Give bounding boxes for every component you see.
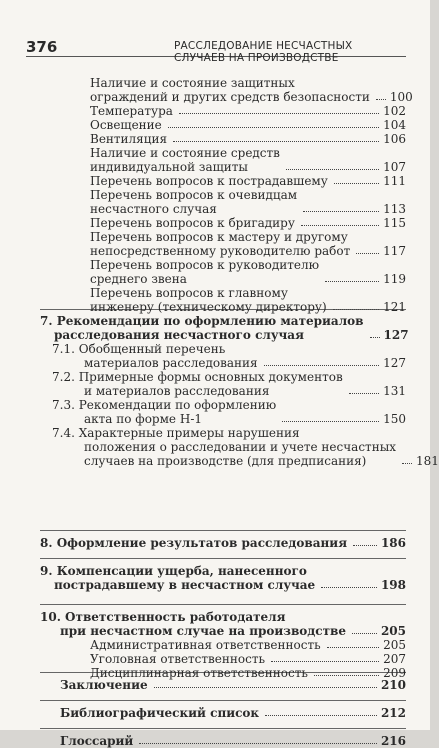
toc-entry	[90, 230, 406, 258]
toc-entry-line: пострадавшему в несчастном случае	[54, 578, 316, 592]
toc-entry-line: индивидуальной защиты	[90, 160, 248, 174]
toc-entry-line: непосредственному руководителю работ	[90, 244, 351, 258]
toc-page-number: 106	[383, 132, 406, 146]
toc-entry-title	[90, 118, 162, 132]
toc-entry-line: Перечень вопросов к очевидцам	[90, 188, 298, 202]
toc-entry-title	[60, 706, 259, 720]
toc-entry-line: среднего звена	[90, 272, 187, 286]
dot-leader	[321, 587, 377, 588]
toc-entry-line: Глоссарий	[60, 734, 134, 748]
toc-entry-line: инженеру (техническому директору)	[90, 300, 327, 314]
toc-entry-line: случаев на производстве (для предписания)	[84, 454, 367, 468]
toc-entry	[52, 370, 406, 398]
toc-entry-line: 8. Оформление результатов расследования	[40, 536, 348, 550]
toc-page-number: 181	[416, 454, 439, 468]
toc-entry	[40, 536, 406, 550]
toc-entry-line: 7.1. Обобщенный перечень	[52, 342, 226, 356]
toc-entry-line: Перечень вопросов к главному	[90, 286, 288, 300]
toc-entry-line: ограждений и других средств безопасности	[90, 90, 370, 104]
toc-entry-line: Вентиляция	[90, 132, 168, 146]
dot-leader	[334, 183, 379, 184]
toc-entry-title	[90, 652, 265, 666]
toc-entry-line: Наличие и состояние защитных	[90, 76, 295, 90]
toc-entry-title	[40, 564, 315, 592]
toc-page-number: 216	[380, 734, 406, 748]
toc-entry-line: Библиографический список	[60, 706, 260, 720]
toc-entry	[40, 314, 409, 342]
toc-page-number: 102	[383, 104, 406, 118]
toc-entry-line: Освещение	[90, 118, 162, 132]
toc-page-number: 104	[383, 118, 406, 132]
toc-entry	[60, 706, 406, 720]
toc-entry-line: материалов расследования	[84, 356, 258, 370]
dot-leader	[154, 687, 377, 688]
toc-page-number: 107	[383, 160, 406, 174]
toc-entry-title	[40, 610, 346, 638]
toc-entry-title	[60, 678, 148, 692]
toc-page-number: 205	[380, 624, 406, 638]
toc-page-number: 111	[383, 174, 406, 188]
running-title: РАССЛЕДОВАНИЕ НЕСЧАСТНЫХ СЛУЧАЕВ НА ПРОИЗВОДСТВЕ	[174, 40, 353, 64]
toc-entry-line: при несчастном случае на производстве	[60, 624, 347, 638]
toc-entry-line: и материалов расследования	[84, 384, 270, 398]
toc-page-number: 127	[383, 328, 409, 342]
toc-entry	[90, 118, 406, 132]
dot-leader	[314, 675, 379, 676]
section-divider	[40, 728, 406, 729]
dot-leader	[402, 463, 412, 464]
toc-page-number: 212	[380, 706, 406, 720]
dot-leader	[179, 113, 379, 114]
toc-entry-title	[90, 146, 280, 174]
dot-leader	[376, 99, 386, 100]
toc-page-number: 117	[383, 244, 406, 258]
toc-entry-line: Наличие и состояние средств	[90, 146, 280, 160]
toc-entry-line: 7.4. Характерные примеры нарушения	[52, 426, 300, 440]
toc-entry-title	[52, 426, 396, 468]
dot-leader	[333, 309, 379, 310]
toc-entry-line: Перечень вопросов к пострадавшему	[90, 174, 328, 188]
toc-entry-line: Температура	[90, 104, 173, 118]
toc-page-number: 115	[383, 216, 406, 230]
section-divider	[40, 530, 406, 531]
toc-entry-title	[90, 188, 297, 216]
dot-leader	[264, 365, 380, 366]
toc-page-number: 100	[389, 90, 413, 104]
toc-page-number: 131	[383, 384, 406, 398]
dot-leader	[173, 141, 379, 142]
toc-entry-title	[40, 314, 364, 342]
toc-page-number: 127	[383, 356, 406, 370]
dot-leader	[168, 127, 379, 128]
toc-entry	[90, 652, 406, 666]
toc-entry-line: акта по форме Н-1	[84, 412, 203, 426]
toc-entry-title	[52, 370, 343, 398]
dot-leader	[301, 225, 379, 226]
toc-entry-title	[90, 258, 319, 286]
toc-page-number: 205	[383, 638, 406, 652]
toc-entry	[52, 342, 406, 370]
toc-page-number: 121	[383, 300, 406, 314]
dot-leader	[265, 715, 377, 716]
dot-leader	[282, 421, 379, 422]
toc-entry	[60, 678, 406, 692]
toc-entry-line: Перечень вопросов к руководителю	[90, 258, 320, 272]
toc-entry-line: 7. Рекомендации по оформлению материалов	[40, 314, 364, 328]
dot-leader	[271, 661, 379, 662]
dot-leader	[353, 545, 377, 546]
section-divider	[40, 558, 406, 559]
dot-leader	[139, 743, 377, 744]
toc-page-number: 186	[380, 536, 406, 550]
dot-leader	[327, 647, 379, 648]
toc-entry-line: Заключение	[60, 678, 148, 692]
toc-entry-line: Перечень вопросов к бригадиру	[90, 216, 295, 230]
dot-leader	[286, 169, 379, 170]
toc-page-number: 150	[383, 412, 406, 426]
toc-entry-title	[52, 342, 258, 370]
toc-page-number: 113	[383, 202, 406, 216]
toc-entry-line: несчастного случая	[90, 202, 217, 216]
toc-page-number: 198	[380, 578, 406, 592]
toc-entry	[60, 734, 406, 748]
toc-entry-title	[90, 76, 370, 104]
toc-entry-title	[52, 398, 276, 426]
section-divider	[40, 700, 406, 701]
toc-entry	[90, 104, 406, 118]
toc-entry	[90, 174, 406, 188]
toc-entry-title	[90, 638, 321, 652]
page-number: 376	[26, 38, 58, 56]
toc-entry-line: 7.3. Рекомендации по оформлению	[52, 398, 277, 412]
toc-entry	[40, 610, 406, 638]
toc-entry-title	[90, 104, 173, 118]
toc-entry-line: Перечень вопросов к мастеру и другому	[90, 230, 348, 244]
toc-page-number: 209	[383, 666, 406, 680]
toc-page-number: 119	[383, 272, 406, 286]
toc-entry	[90, 146, 406, 174]
dot-leader	[325, 281, 379, 282]
toc-entry	[90, 188, 406, 216]
toc-entry-line: 9. Компенсации ущерба, нанесенного	[40, 564, 307, 578]
toc-entry-title	[90, 230, 350, 258]
toc-entry	[90, 216, 406, 230]
toc-entry	[90, 132, 406, 146]
toc-entry	[90, 76, 413, 104]
toc-entry-title	[90, 132, 167, 146]
toc-entry-line: положения о расследовании и учете несчастных	[84, 440, 397, 454]
toc-entry-title	[60, 734, 133, 748]
dot-leader	[370, 337, 380, 338]
dot-leader	[352, 633, 377, 634]
toc-page-number: 210	[380, 678, 406, 692]
section-divider	[40, 604, 406, 605]
toc-entry	[90, 286, 406, 314]
page-header	[26, 38, 406, 64]
toc-entry-line: 10. Ответственность работодателя	[40, 610, 286, 624]
toc-entry-title	[90, 174, 328, 188]
toc-page-number: 207	[383, 652, 406, 666]
toc-entry	[52, 398, 406, 426]
toc-entry	[90, 258, 406, 286]
toc-entry-title	[40, 536, 347, 550]
toc-entry-line: Административная ответственность	[90, 638, 321, 652]
dot-leader	[356, 253, 379, 254]
toc-entry-line: расследования несчастного случая	[54, 328, 304, 342]
toc-entry-line: Уголовная ответственность	[90, 652, 266, 666]
toc-entry-title	[90, 216, 295, 230]
toc-entry	[40, 564, 406, 592]
toc-entry	[52, 426, 439, 468]
toc-entry-line: Дисциплинарная ответственность	[90, 666, 308, 680]
toc-entry-title	[90, 286, 327, 314]
toc-entry-line: 7.2. Примерные формы основных документов	[52, 370, 343, 384]
dot-leader	[303, 211, 379, 212]
toc-entry	[90, 638, 406, 652]
dot-leader	[349, 393, 379, 394]
